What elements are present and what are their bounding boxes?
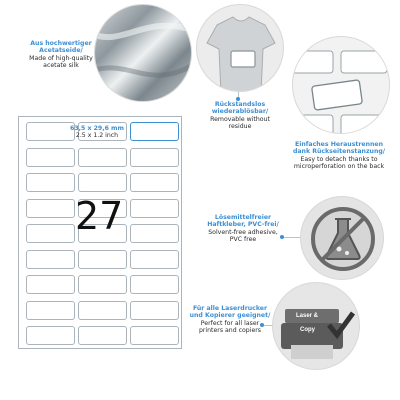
label-cell [78, 250, 127, 269]
label-cell [78, 173, 127, 192]
solvent-free-image [300, 196, 384, 280]
no-chemicals-icon [301, 197, 384, 280]
feature-printers-en-2: printers and copiers [198, 327, 262, 335]
feature-printers-de-1: Für alle Laserdrucker [192, 305, 268, 312]
label-cell [26, 148, 75, 167]
feature-solvent [200, 214, 286, 244]
feature-solvent-en-2: PVC free [229, 236, 257, 244]
perforated-labels-icon [293, 37, 390, 134]
label-cell [26, 224, 75, 243]
label-cell [78, 148, 127, 167]
feature-printers-en-1: Perfect for all laser [200, 319, 260, 327]
feature-removable-de-1: Rückstandslos [214, 101, 266, 108]
label-cell [26, 173, 75, 192]
feature-removable [198, 101, 282, 131]
shirt-icon [197, 5, 284, 92]
label-cell [78, 326, 127, 345]
label-cell [130, 122, 179, 141]
label-cell [130, 224, 179, 243]
label-cell [78, 275, 127, 294]
label-cell [130, 301, 179, 320]
feature-solvent-de-2: Haftkleber, PVC-frei/ [207, 221, 279, 229]
feature-printers [186, 305, 274, 335]
printers-image [272, 282, 360, 370]
feature-solvent-en-1: Solvent-free adhesive, [208, 228, 278, 236]
feature-solvent-de-1: Lösemittelfreier [214, 214, 272, 221]
feature-removable-en-1: Removable without [210, 115, 270, 123]
printer-icon [273, 283, 360, 370]
label-dims-inch: 2.5 x 1.2 inch [75, 132, 119, 139]
feature-removable-de-2: wiederablösbar/ [211, 108, 269, 116]
laser-copy-text-1: Laser & [296, 313, 319, 319]
feature-detach-de-2: dank Rückseitenstanzung/ [292, 148, 386, 156]
label-cell [26, 275, 75, 294]
silk-texture-icon [95, 5, 192, 102]
feature-detach [284, 141, 394, 171]
feature-removable-en-2: residue [228, 123, 252, 131]
label-cell [26, 199, 75, 218]
label-count: 27 [75, 194, 124, 238]
label-dimensions [62, 125, 132, 139]
label-cell [130, 326, 179, 345]
feature-acetate-de-2: Acetatseide/ [39, 47, 83, 55]
label-cell [130, 250, 179, 269]
label-cell [130, 173, 179, 192]
feature-acetate-de-1: Aus hochwertiger [30, 40, 92, 47]
label-cell [26, 250, 75, 269]
feature-acetate-en-1: Made of high-quality [29, 54, 93, 62]
label-cell [26, 301, 75, 320]
removable-image [196, 4, 284, 92]
feature-printers-de-2: und Kopierer geeignet/ [189, 312, 271, 320]
laser-copy-text-2: Copy [300, 327, 315, 333]
feature-detach-en-1: Easy to detach thanks to [300, 155, 378, 163]
label-cell [130, 148, 179, 167]
label-cell [130, 275, 179, 294]
feature-detach-en-2: microperforation on the back [293, 163, 385, 171]
label-cell [78, 301, 127, 320]
detach-image [292, 36, 390, 134]
label-dims-mm: 63,5 x 29,6 mm [70, 125, 124, 132]
feature-detach-de-1: Einfaches Heraustrennen [294, 141, 384, 148]
label-cell [130, 199, 179, 218]
acetate-silk-image [94, 4, 192, 102]
feature-acetate-en-2: acetate silk [43, 62, 79, 70]
label-cell [26, 326, 75, 345]
feature-acetate [20, 40, 102, 70]
